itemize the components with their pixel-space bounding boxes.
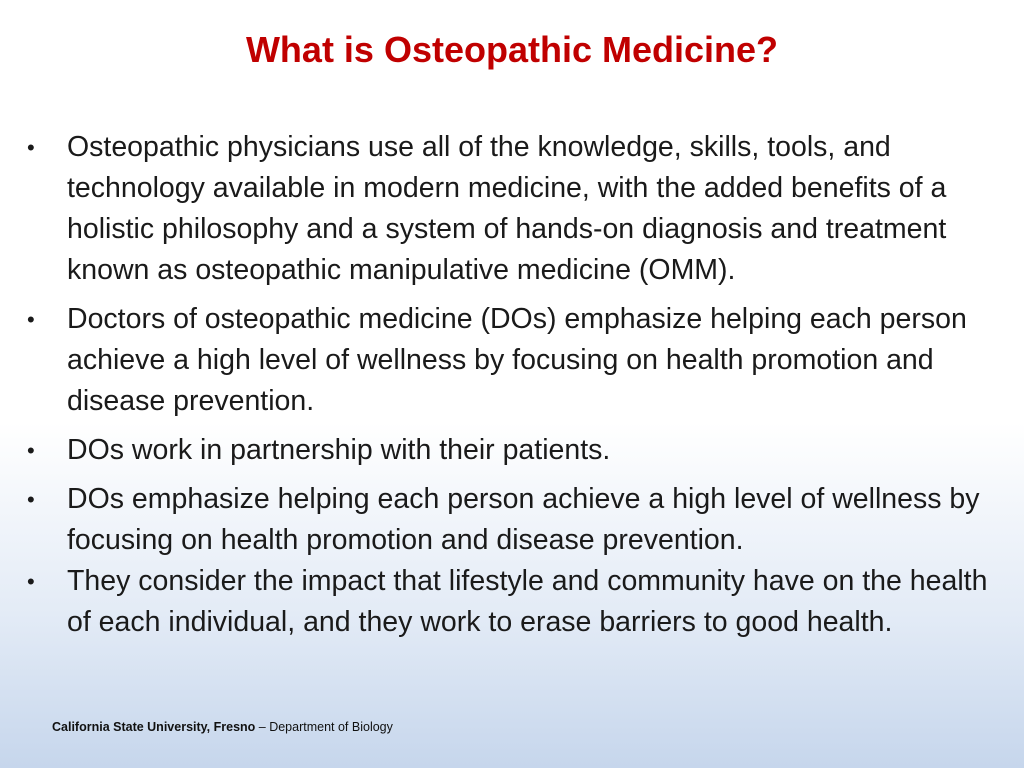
bullet-item: [25, 299, 1000, 422]
footer-separator: –: [255, 720, 270, 734]
bullet-text: DOs emphasize helping each person achieve a high level of wellness by focusing on health promotion and disease prevention.: [67, 483, 980, 556]
bullet-item: [25, 430, 1000, 471]
bullet-item: [25, 479, 1000, 561]
footer-department: Department of Biology: [269, 720, 393, 734]
footer: [52, 720, 393, 734]
bullet-text: Doctors of osteopathic medicine (DOs) emphasize helping each person achieve a high level of wellness by focusing on health promotion and disease prevention.: [67, 303, 967, 417]
slide-title: What is Osteopathic Medicine?: [245, 29, 779, 70]
bullet-dot-icon: •: [27, 569, 35, 594]
bullet-text: They consider the impact that lifestyle and community have on the health of each individual, and they work to erase barriers to good health.: [67, 565, 988, 638]
bullet-dot-icon: •: [27, 135, 35, 160]
bullet-item: [25, 127, 1000, 291]
bullet-list: [25, 127, 1000, 651]
footer-university: California State University, Fresno: [52, 720, 256, 734]
bullet-dot-icon: •: [27, 438, 35, 463]
bullet-text: DOs work in partnership with their patients.: [67, 434, 611, 466]
bullet-item: [25, 561, 1000, 643]
bullet-dot-icon: •: [27, 487, 35, 512]
bullet-text: Osteopathic physicians use all of the knowledge, skills, tools, and technology available in modern medicine, with the added benefits of a holistic philosophy and a system of hands-on diagnosis and treatment known as osteopathic manipulative medicine (OMM).: [67, 131, 947, 286]
bullet-dot-icon: •: [27, 307, 35, 332]
